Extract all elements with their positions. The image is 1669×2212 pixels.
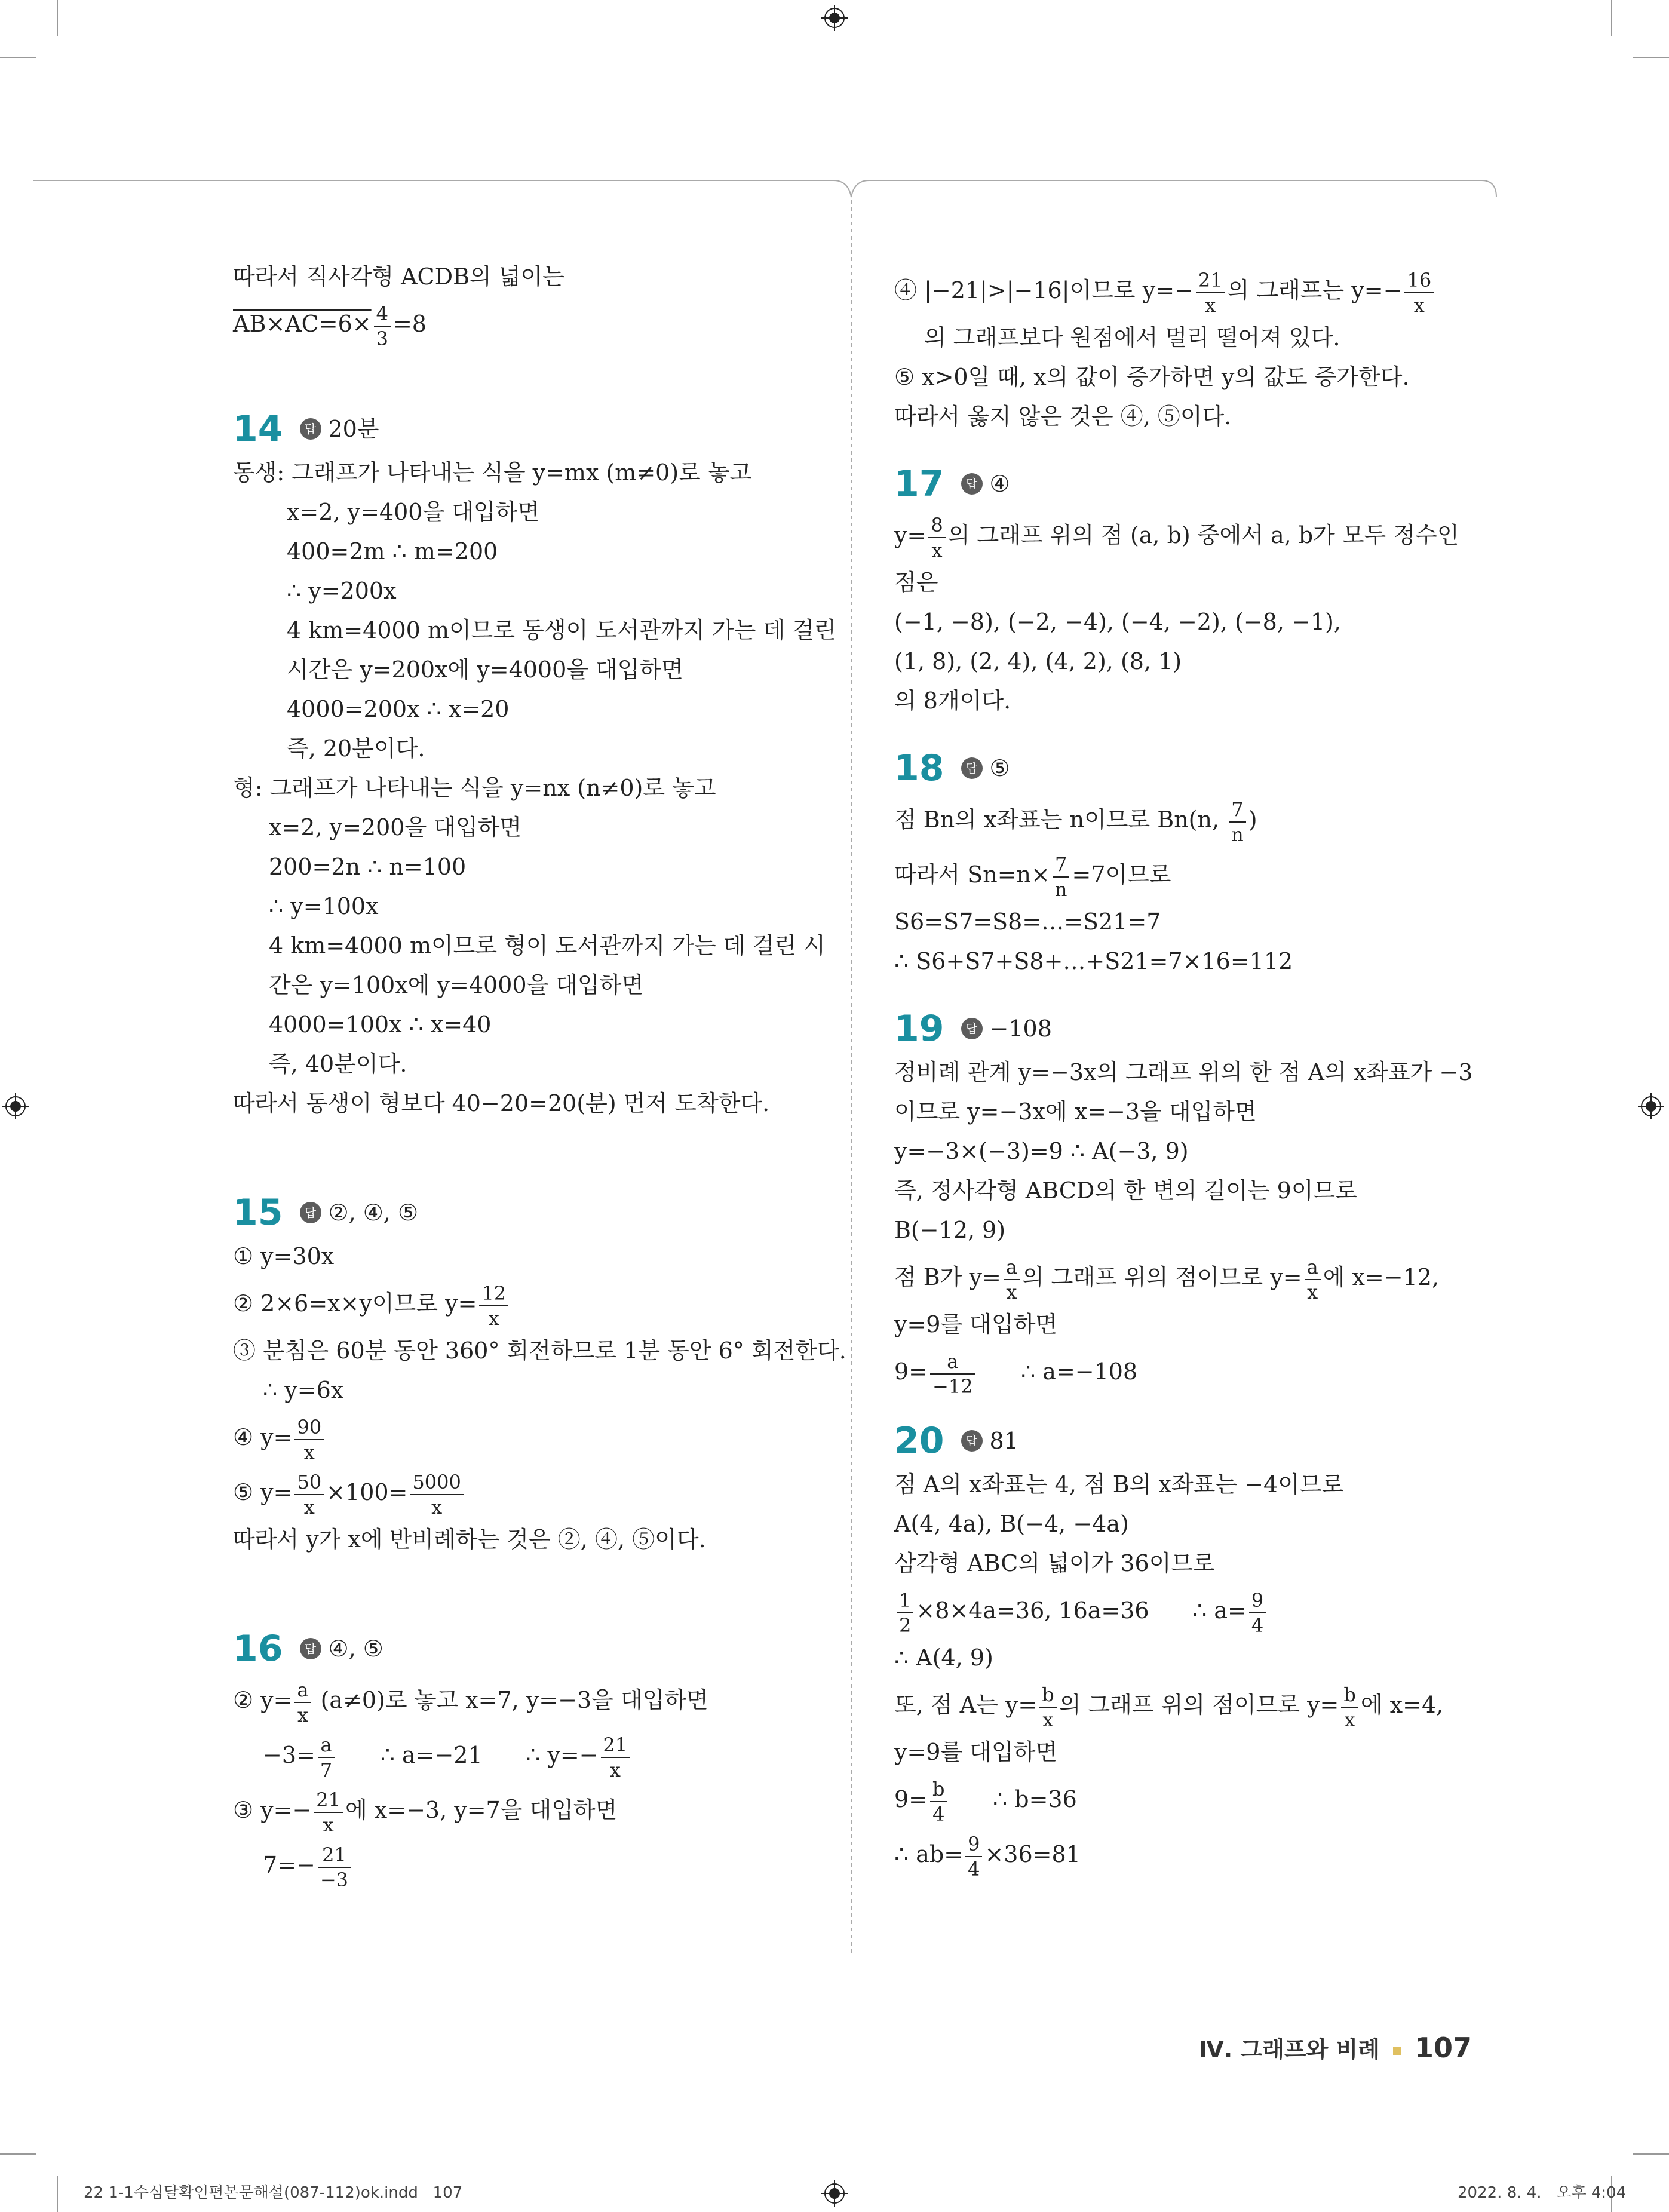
chapter-title: Ⅳ. 그래프와 비례 [1199,2036,1380,2063]
solution-line: x=2, y=200을 대입하면 [269,814,522,840]
solution-line: y= $\frac{8}{x}$ 의 그래프 위의 점 (a, b) 중에서 a, b가 모두 정수인 [894,513,1459,562]
question-19-header [894,1005,1492,1053]
fraction: $\frac{b}{x}$ [1341,1683,1358,1732]
solution-line: ④ y= $\frac{90}{x}$ [233,1410,824,1465]
solution-line: (−1, −8), (−2, −4), (−4, −2), (−8, −1), [894,609,1341,635]
fraction: $\frac{21}{x}$ [601,1733,630,1782]
question-number: 16 [233,1628,283,1670]
solution-line: (1, 8), (2, 4), (4, 2), (8, 1) [894,648,1182,674]
solution-line: $\frac{1}{2}$ ×8×4a=36, 16a=36 ∴ a= $\frac{9}{4}$ [894,1583,1492,1638]
solution-line: 의 그래프보다 원점에서 멀리 떨어져 있다. [924,324,1340,351]
solution-line: 이므로 y=−3x에 x=−3을 대입하면 [894,1099,1257,1125]
solution-line: y=9를 대입하면 [894,1739,1058,1765]
chapter-footer [1199,2031,1472,2064]
solution-line: y=9를 대입하면 [894,1311,1058,1337]
fraction: $\frac{7}{n}$ [1053,852,1070,901]
answer-badge-icon: 답 [300,418,321,440]
solution-line: 시간은 y=200x에 y=4000을 대입하면 [287,656,683,683]
formula-text: AB×AC=6× [233,311,372,337]
solution-line: 4000=200x ∴ x=20 [287,696,510,722]
answer-text: 20분 [328,416,379,442]
date-slug: 2022. 8. 4. 오후 4:04 [1458,2184,1627,2202]
solution-line: 간은 y=100x에 y=4000을 대입하면 [269,972,644,998]
fraction: $\frac{12}{x}$ [479,1281,508,1330]
solution-line: 400=2m ∴ m=200 [287,538,498,564]
intro-line: 따라서 직사각형 ACDB의 넓이는 [233,263,564,290]
solution-line: 즉, 40분이다. [269,1051,407,1077]
solution-line: A(4, 4a), B(−4, −4a) [894,1511,1129,1537]
solution-line: 또, 점 A는 y= $\frac{b}{x}$ 의 그래프 위의 점이므로 y= $\frac{b}{x}$ 에 x=4, [894,1683,1444,1731]
solution-line: ∴ y=6x [263,1377,344,1403]
question-number: 19 [894,1008,944,1050]
answer-badge-icon: 답 [300,1638,321,1659]
solution-line: ④ |−21|>|−16|이므로 y=− $\frac{21}{x}$ 의 그래프는 y=− $\frac{16}{x}$ [894,263,1492,318]
question-15-header [233,1189,824,1237]
solution-line: 4 km=4000 m이므로 동생이 도서관까지 가는 데 걸린 [287,617,836,643]
square-bullet-icon [1393,2047,1401,2055]
intro-formula: AB×AC=6× $\frac{4}{3}$ =8 [233,302,427,350]
solution-line: ∴ ab= $\frac{9}{4}$ ×36=81 [894,1832,1081,1880]
solution-line: x=2, y=400을 대입하면 [287,499,540,525]
solution-line: 9= $\frac{b}{4}$ ∴ b=36 [894,1777,1077,1826]
question-14-header [233,405,824,453]
answer-text: 81 [989,1428,1018,1454]
file-slug: 22 1-1수심달확인편본문해설(087-112)ok.indd 107 [84,2184,463,2202]
fraction: $\frac{90}{x}$ [294,1415,324,1464]
fraction: $\frac{a}{7}$ [318,1733,335,1782]
solution-line: 즉, 정사각형 ABCD의 한 변의 길이는 9이므로 [894,1177,1357,1204]
answer-text: ④, ⑤ [328,1636,383,1662]
fraction: $\frac{a}{x}$ [1305,1255,1321,1304]
fraction: $\frac{21}{x}$ [1196,268,1225,317]
solution-line: ③ y=− $\frac{21}{x}$ 에 x=−3, y=7을 대입하면 [233,1788,618,1836]
solution-line: ② 2×6=x×y이므로 y= $\frac{12}{x}$ [233,1276,824,1331]
solution-line: 의 8개이다. [894,688,1011,714]
answer-badge-icon: 답 [961,1018,983,1039]
fraction: $\frac{9}{4}$ [1249,1588,1266,1637]
fraction: $\frac{50}{x}$ [294,1470,324,1519]
solution-line: ② y= $\frac{a}{x}$ (a≠0)로 놓고 x=7, y=−3을 대입하면 [233,1678,708,1726]
solution-line: 따라서 Sn=n× $\frac{7}{n}$ =7이므로 [894,852,1171,901]
solution-line: ⑤ x>0일 때, x의 값이 증가하면 y의 값도 증가한다. [894,364,1410,390]
solution-line: 점은 [894,569,938,596]
right-column [894,263,1492,1882]
fraction: $\frac{21}{-3}$ [318,1843,351,1892]
solution-line: ∴ y=200x [287,578,397,604]
question-number: 14 [233,408,283,450]
solution-line: 점 Bn의 x좌표는 n이므로 Bn(n, $\frac{7}{n}$ ) [894,797,1257,846]
fraction: $\frac{b}{x}$ [1039,1683,1056,1732]
solution-line: 따라서 옳지 않은 것은 ④, ⑤이다. [894,403,1232,429]
solution-line: 7=− $\frac{21}{-3}$ [233,1837,824,1892]
solution-line: 따라서 동생이 형보다 40−20=20(분) 먼저 도착한다. [233,1090,770,1116]
question-number: 20 [894,1420,944,1462]
answer-text: ②, ④, ⑤ [328,1199,419,1226]
solution-line: 따라서 y가 x에 반비례하는 것은 ②, ④, ⑤이다. [233,1526,706,1553]
answer-text: −108 [989,1016,1052,1042]
answer-text: ④ [989,471,1010,497]
solution-line: 동생: 그래프가 나타내는 식을 y=mx (m≠0)로 놓고 [233,459,752,486]
solution-line: ∴ A(4, 9) [894,1645,993,1671]
page-number: 107 [1414,2032,1472,2064]
fraction: $\frac{a}{-12}$ [930,1349,975,1398]
solution-line: 점 B가 y= $\frac{a}{x}$ 의 그래프 위의 점이므로 y= $\frac{a}{x}$ 에 x=−12, [894,1255,1440,1303]
fraction: $\frac{a}{x}$ [294,1678,311,1727]
solution-line: −3= $\frac{a}{7}$ ∴ a=−21 ∴ y=− $\frac{21}{x}$ [233,1728,824,1783]
solution-line: B(−12, 9) [894,1217,1006,1243]
answer-badge-icon: 답 [961,473,983,495]
solution-line: ∴ S6+S7+S8+…+S21=7×16=112 [894,948,1293,974]
fraction: $\frac{b}{4}$ [930,1777,947,1826]
solution-line: ① y=30x [233,1243,335,1269]
question-17-header [894,460,1492,508]
question-16-header [233,1625,824,1673]
fraction: $\frac{1}{2}$ [897,1588,913,1637]
question-number: 15 [233,1192,283,1234]
solution-line: 200=2n ∴ n=100 [269,854,467,880]
solution-line: 4000=100x ∴ x=40 [269,1011,492,1038]
solution-line: ③ 분침은 60분 동안 360° 회전하므로 1분 동안 6° 회전한다. [233,1337,846,1364]
solution-line: 즉, 20분이다. [287,735,425,762]
fraction: $\frac{4}{3}$ [374,302,391,351]
answer-badge-icon: 답 [961,757,983,779]
solution-line: 삼각형 ABC의 넓이가 36이므로 [894,1550,1215,1576]
question-number: 17 [894,463,944,505]
fraction: $\frac{a}{x}$ [1004,1255,1020,1304]
fraction: $\frac{7}{n}$ [1229,797,1246,846]
solution-line: ∴ y=100x [269,893,379,919]
answer-badge-icon: 답 [300,1202,321,1223]
solution-line: S6=S7=S8=…=S21=7 [894,909,1161,935]
solution-line: 형: 그래프가 나타내는 식을 y=nx (n≠0)로 놓고 [233,775,716,801]
question-18-header [894,744,1492,792]
fraction: $\frac{5000}{x}$ [410,1470,463,1519]
fraction: $\frac{16}{x}$ [1404,268,1434,317]
solution-line: 정비례 관계 y=−3x의 그래프 위의 한 점 A의 x좌표가 −3 [894,1059,1473,1085]
solution-line: y=−3×(−3)=9 ∴ A(−3, 9) [894,1138,1189,1164]
answer-text: ⑤ [989,755,1010,781]
solution-line: 9= $\frac{a}{-12}$ ∴ a=−108 [894,1349,1138,1398]
solution-line: ⑤ y= $\frac{50}{x}$ ×100= $\frac{5000}{x}$ [233,1465,824,1520]
fraction: $\frac{21}{x}$ [314,1788,343,1837]
solution-line: 4 km=4000 m이므로 형이 도서관까지 가는 데 걸린 시 [269,932,826,959]
question-20-header [894,1417,1492,1465]
fraction: $\frac{9}{4}$ [965,1832,982,1881]
answer-badge-icon: 답 [961,1430,983,1452]
solution-line: 점 A의 x좌표는 4, 점 B의 x좌표는 −4이므로 [894,1471,1344,1498]
question-number: 18 [894,747,944,789]
fraction: $\frac{8}{x}$ [928,513,945,562]
left-column [233,257,846,1892]
